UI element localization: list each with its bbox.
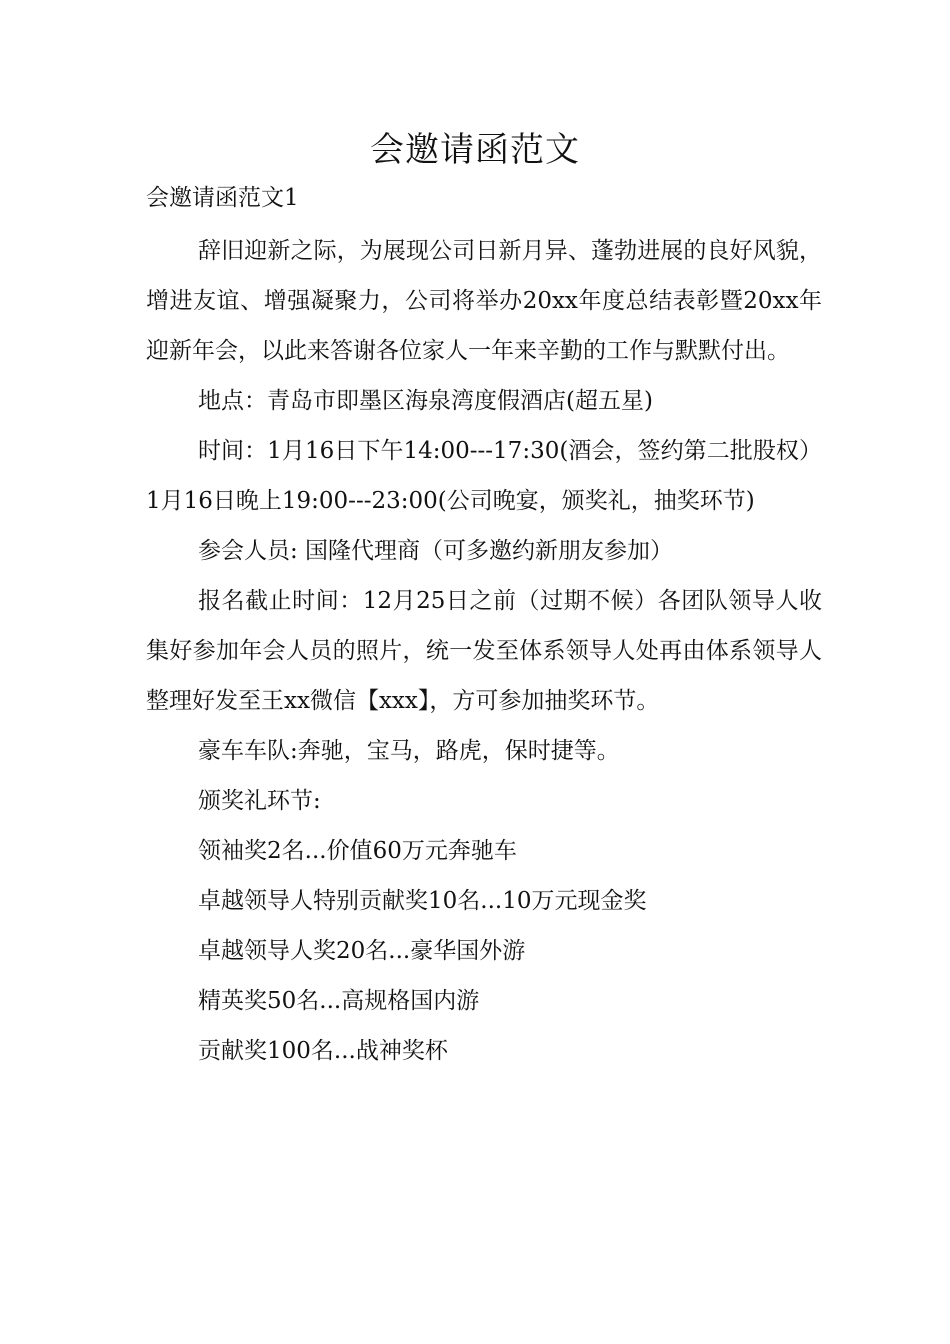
document-body [146, 226, 822, 1076]
paragraph-luxury-cars: 豪车车队:奔驰，宝马，路虎，保时捷等。 [198, 738, 620, 764]
paragraph-award-elite: 精英奖50名...高规格国内游 [198, 988, 480, 1014]
paragraph-registration-deadline: 报名截止时间：12月25日之前（过期不候）各团队领导人收集好参加年会人员的照片，统一发至体系领导人处再由体系领导人整理好发至王xx微信【xxx】，方可参加抽奖环节。 [146, 588, 822, 714]
paragraph-awards-heading: 颁奖礼环节: [198, 788, 321, 814]
paragraph-award-leader: 领袖奖2名...价值60万元奔驰车 [198, 838, 517, 864]
paragraph-award-contribution: 贡献奖100名...战神奖杯 [198, 1038, 448, 1064]
paragraph-attendees: 参会人员: 国隆代理商（可多邀约新朋友参加） [198, 538, 674, 564]
paragraph-time: 时间：1月16日下午14:00---17:30(酒会，签约第二批股权）1月16日晚上19:00---23:00(公司晚宴，颁奖礼，抽奖环节) [146, 438, 822, 514]
paragraph-award-excellent-leader: 卓越领导人奖20名...豪华国外游 [198, 938, 526, 964]
section-heading: 会邀请函范文1 [146, 185, 299, 211]
paragraph-location: 地点：青岛市即墨区海泉湾度假酒店(超五星) [198, 388, 653, 414]
paragraph-award-special-contribution: 卓越领导人特别贡献奖10名...10万元现金奖 [198, 888, 647, 914]
paragraph-intro: 辞旧迎新之际，为展现公司日新月异、蓬勃进展的良好风貌，增进友谊、增强凝聚力，公司将举办20xx年度总结表彰暨20xx年迎新年会，以此来答谢各位家人一年来辛勤的工作与默默付出。 [146, 238, 822, 364]
document-title: 会邀请函范文 [370, 130, 580, 170]
